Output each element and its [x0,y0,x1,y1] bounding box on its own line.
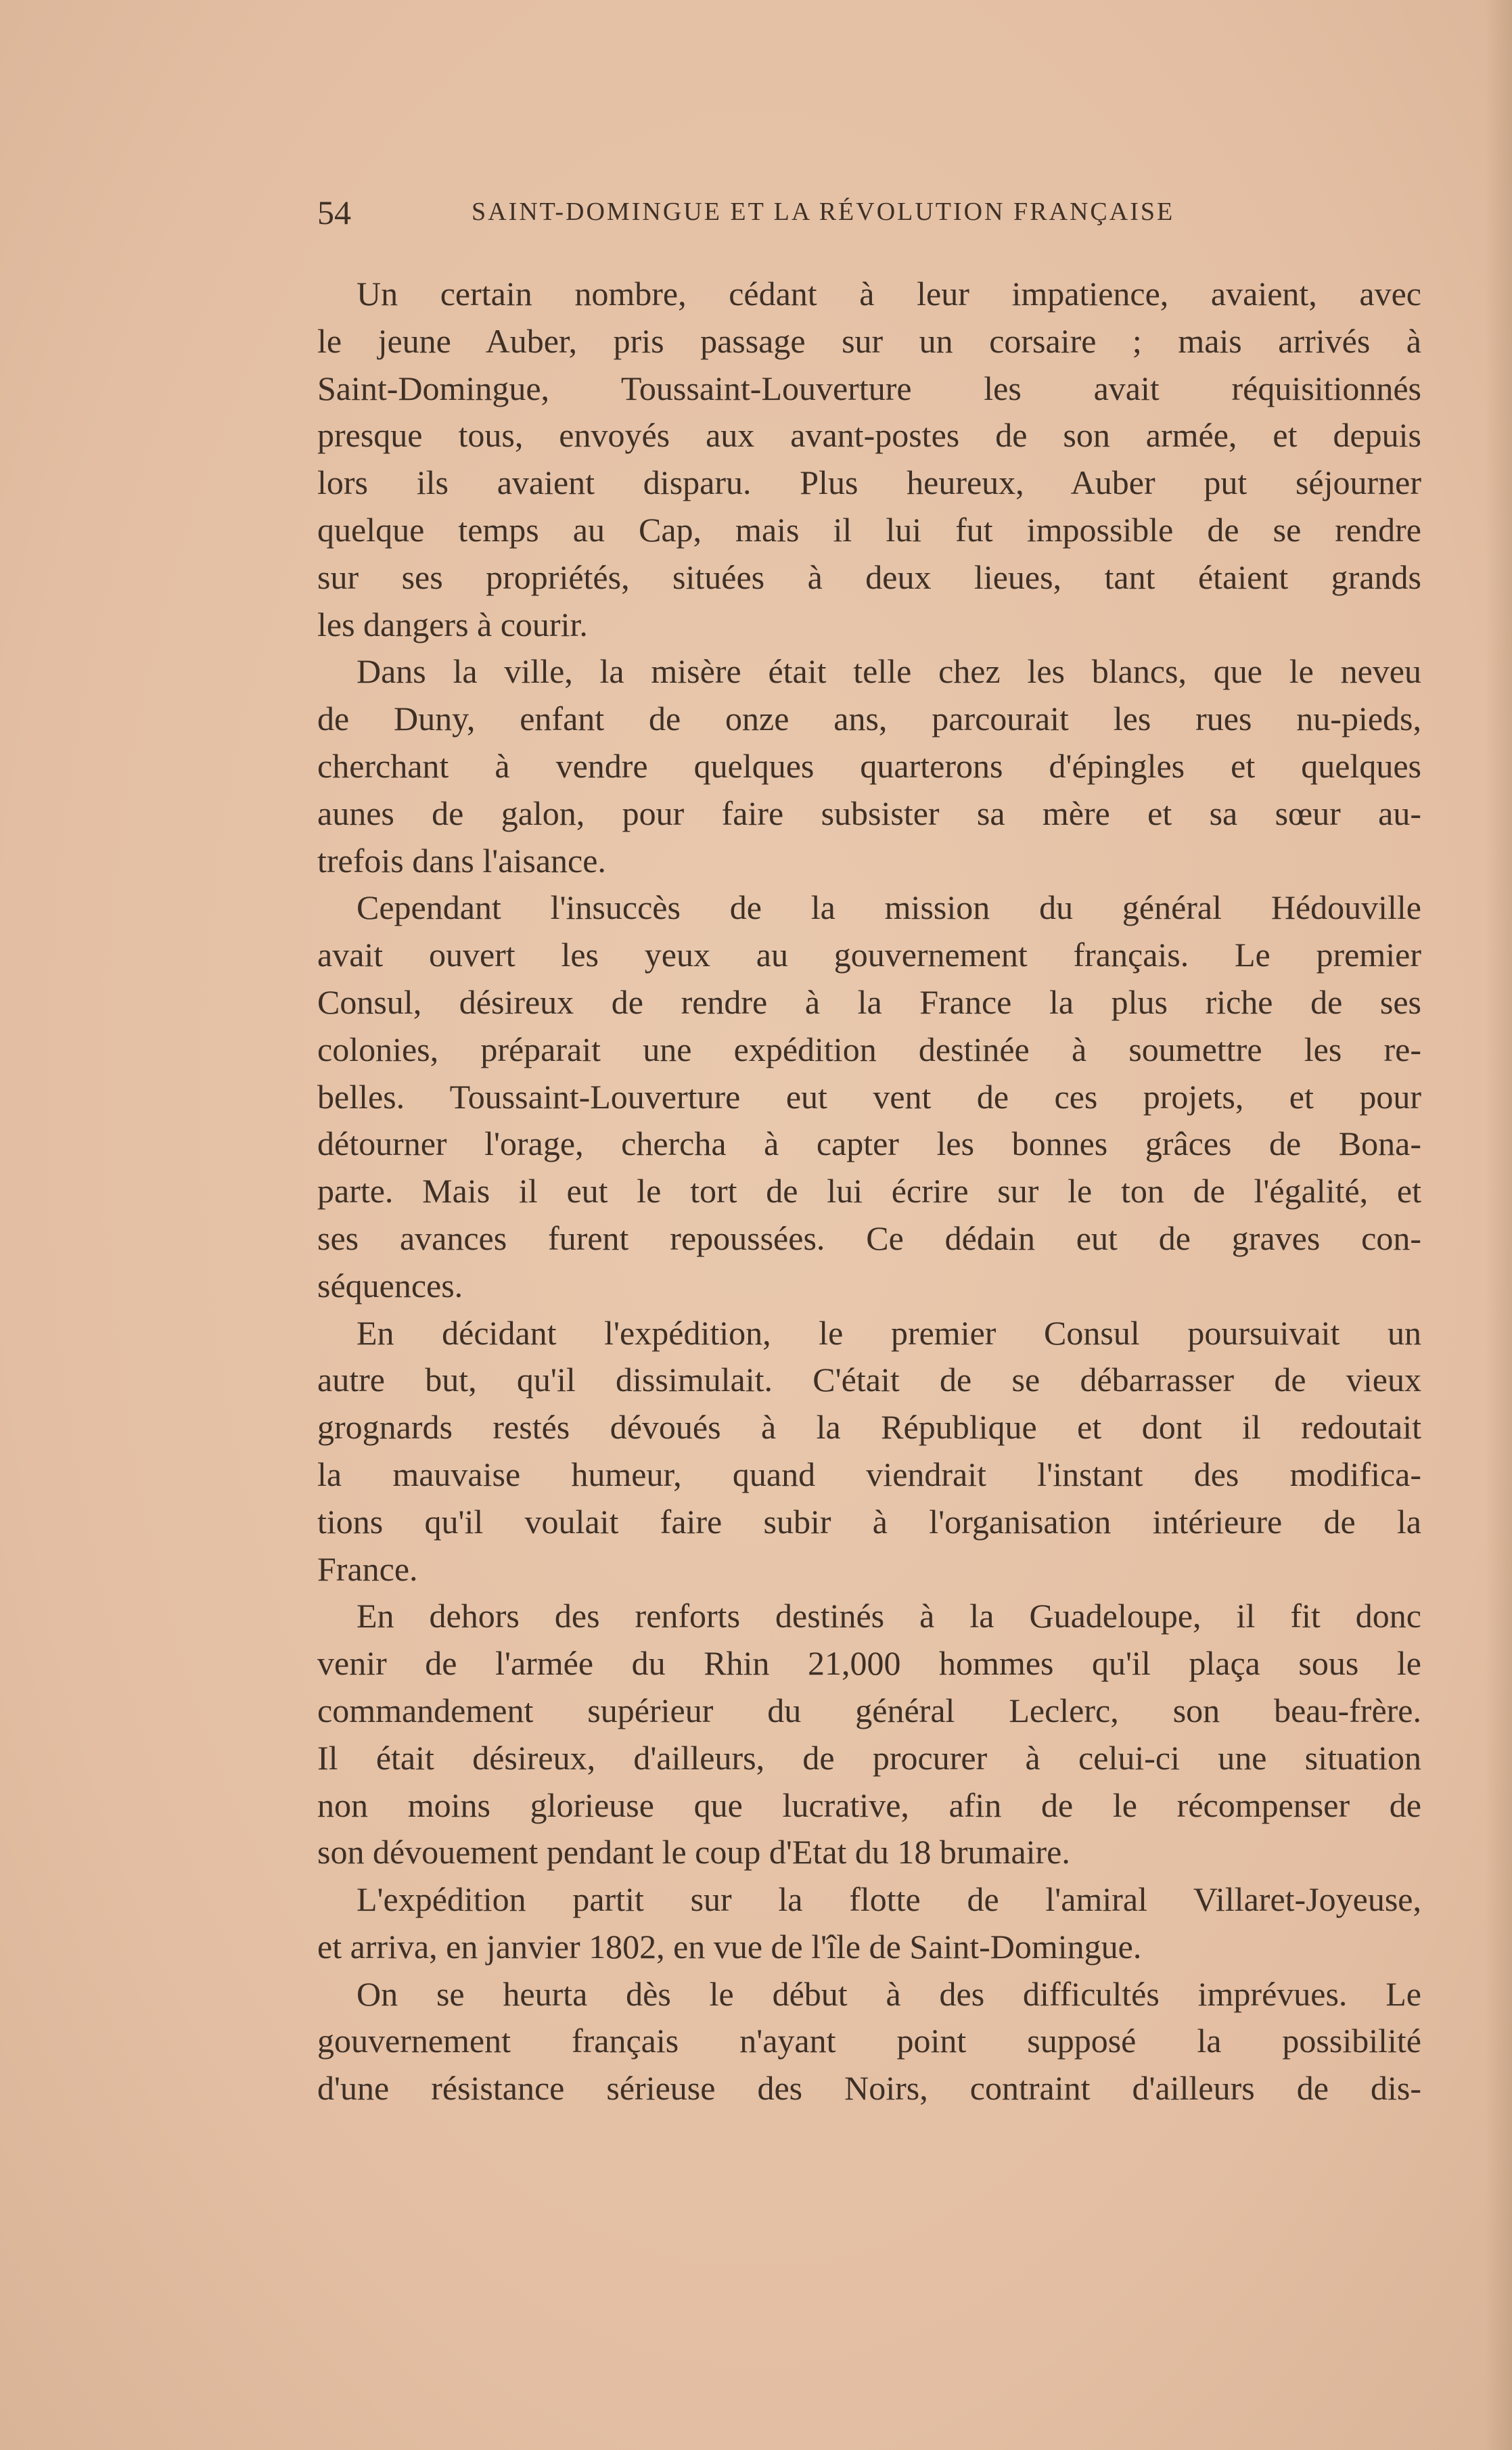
text-line: Dans la ville, la misère était telle chez les blancs, que le neveu [357,652,1421,691]
text-line: belles. Toussaint-Louverture eut vent de ces projets, et pour [317,1077,1421,1116]
text-line: avait ouvert les yeux au gouvernement français. Le premier [317,936,1421,974]
text-line: colonies, préparait une expédition destinée à soumettre les re- [317,1030,1421,1068]
text-line: aunes de galon, pour faire subsister sa mère et sa sœur au- [317,794,1421,832]
text-line: Un certain nombre, cédant à leur impatience, avaient, avec [357,275,1421,313]
text-line: non moins glorieuse que lucrative, afin de le récompenser de [317,1786,1421,1824]
text-line: gouvernement français n'ayant point supposé la possibilité [317,2022,1421,2060]
text-line: Cependant l'insuccès de la mission du général Hédouville [357,888,1421,927]
body-text [317,271,1421,2112]
text-line: Consul, désireux de rendre à la France la plus riche de ses [317,982,1421,1021]
text-line: autre but, qu'il dissimulait. C'était de se débarrasser de vieux [317,1361,1421,1399]
text-line: ses avances furent repoussées. Ce dédain eut de graves con- [317,1219,1421,1257]
text-line: quelque temps au Cap, mais il lui fut impossible de se rendre [317,510,1421,549]
page-header [317,193,1264,240]
text-line: tions qu'il voulait faire subir à l'organisation intérieure de la [317,1502,1421,1541]
running-title: SAINT-DOMINGUE ET LA RÉVOLUTION FRANÇAISE [472,198,1175,226]
text-line: commandement supérieur du général Leclerc, son beau-frère. [317,1691,1421,1729]
text-line: détourner l'orage, chercha à capter les bonnes grâces de Bona- [317,1125,1421,1163]
text-line: le jeune Auber, pris passage sur un corsaire ; mais arrivés à [317,321,1421,360]
text-line: cherchant à vendre quelques quarterons d'épingles et quelques [317,746,1421,785]
text-line: sur ses propriétés, situées à deux lieues, tant étaient grands [317,558,1421,596]
page-number: 54 [317,194,351,231]
text-line: presque tous, envoyés aux avant-postes de son armée, et depuis [317,416,1421,455]
text-line: En dehors des renforts destinés à la Guadeloupe, il fit donc [357,1597,1421,1635]
text-line: de Duny, enfant de onze ans, parcourait les rues nu-pieds, [317,700,1421,738]
text-line: venir de l'armée du Rhin 21,000 hommes qu'il plaça sous le [317,1644,1421,1683]
text-line: Saint-Domingue, Toussaint-Louverture les avait réquisitionnés [317,369,1421,407]
text-line: France. [317,1549,418,1588]
text-line: parte. Mais il eut le tort de lui écrire sur le ton de l'égalité, et [317,1172,1421,1210]
text-line: grognards restés dévoués à la République et dont il redoutait [317,1408,1421,1447]
text-line: L'expédition partit sur la flotte de l'amiral Villaret-Joyeuse, [357,1880,1421,1919]
text-line: On se heurta dès le début à des difficultés imprévues. Le [357,1974,1421,2013]
text-line: d'une résistance sérieuse des Noirs, contraint d'ailleurs de dis- [317,2069,1421,2108]
text-line: En décidant l'expédition, le premier Consul poursuivait un [357,1313,1421,1352]
text-line: la mauvaise humeur, quand viendrait l'instant des modifica- [317,1455,1421,1493]
text-line: son dévouement pendant le coup d'Etat du 18 brumaire. [317,1833,1070,1871]
page-edge-shadow [1485,0,1512,2450]
text-line: et arriva, en janvier 1802, en vue de l'île de Saint-Domingue. [317,1927,1142,1966]
text-line: Il était désireux, d'ailleurs, de procurer à celui-ci une situation [317,1738,1421,1777]
text-line: trefois dans l'aisance. [317,841,606,880]
text-line: séquences. [317,1266,463,1305]
text-line: lors ils avaient disparu. Plus heureux, Auber put séjourner [317,463,1421,502]
text-line: les dangers à courir. [317,605,588,643]
